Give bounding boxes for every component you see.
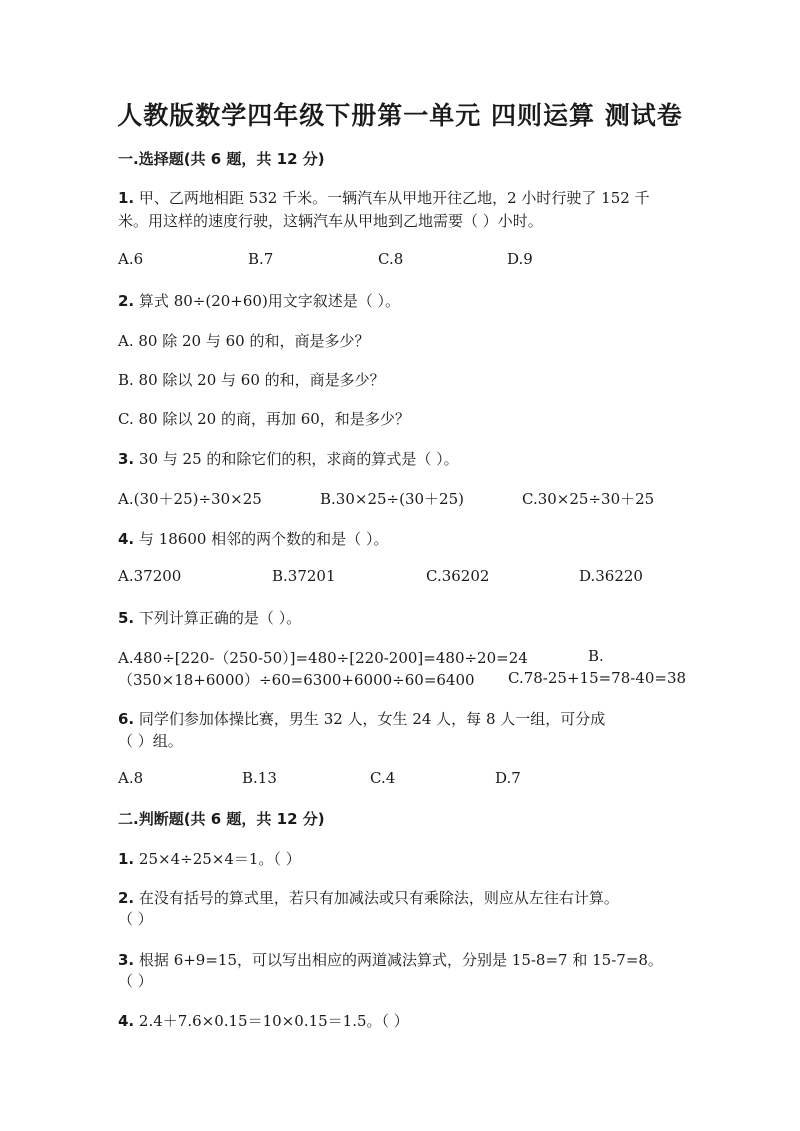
question-1 <box>118 187 650 208</box>
question-6-line2: （ ）组。 <box>118 732 183 750</box>
option-c: C.78-25+15=78-40=38 <box>508 669 687 687</box>
question-text: 下列计算正确的是（ ）。 <box>138 609 302 627</box>
question-number: 1. <box>118 189 135 207</box>
option-c: C.36202 <box>426 567 490 585</box>
option-c: C. 80 除以 20 的商，再加 60，和是多少？ <box>118 410 410 428</box>
question-text: 30 与 25 的和除它们的积，求商的算式是（ ）。 <box>138 450 459 468</box>
option-b: B.37201 <box>272 567 336 585</box>
option-a: A.(30＋25)÷30×25 <box>118 490 262 508</box>
option-c: C.8 <box>378 250 404 268</box>
section-heading-choice: 一.选择题(共 6 题，共 12 分) <box>118 150 325 168</box>
question-number: 5. <box>118 609 135 627</box>
option-b: B. 80 除以 20 与 60 的和，商是多少？ <box>118 371 385 389</box>
option-b: （350×18+6000）÷60=6300+6000÷60=6400 <box>118 671 475 689</box>
page-title: 人教版数学四年级下册第一单元 四则运算 测试卷 <box>117 101 683 130</box>
option-d: D.9 <box>507 250 533 268</box>
option-b: B.30×25÷(30＋25) <box>320 490 464 508</box>
question-number: 2. <box>118 889 135 907</box>
question-number: 3. <box>118 951 135 969</box>
question-number: 2. <box>118 292 135 310</box>
option-a: A.480÷[220-（250-50）]=480÷[220-200]=480÷20=24 <box>118 649 528 667</box>
question-5 <box>118 607 301 628</box>
judgement-3 <box>118 949 663 970</box>
question-number: 1. <box>118 850 135 868</box>
question-text: 2.4＋7.6×0.15＝10×0.15＝1.5。（ ） <box>138 1012 409 1030</box>
question-text: 与 18600 相邻的两个数的和是（ ）。 <box>138 530 389 548</box>
option-c: C.4 <box>370 769 396 787</box>
judgement-2 <box>118 887 619 908</box>
option-d: D.7 <box>495 769 521 787</box>
question-number: 6. <box>118 710 135 728</box>
question-6 <box>118 708 605 729</box>
question-3 <box>118 448 459 469</box>
question-text: 同学们参加体操比赛，男生 32 人，女生 24 人，每 8 人一组，可分成 <box>138 710 606 728</box>
question-1-line2: 米。用这样的速度行驶，这辆汽车从甲地到乙地需要（ ）小时。 <box>118 212 543 230</box>
question-2 <box>118 290 400 311</box>
question-number: 3. <box>118 450 135 468</box>
judgement-1 <box>118 848 301 869</box>
question-number: 4. <box>118 530 135 548</box>
option-a: A.6 <box>118 250 144 268</box>
question-text: 甲、乙两地相距 532 千米。一辆汽车从甲地开往乙地，2 小时行驶了 152 千 <box>138 189 650 207</box>
option-a: A.8 <box>118 769 144 787</box>
option-c: C.30×25÷30＋25 <box>522 490 655 508</box>
question-text: 25×4÷25×4＝1。（ ） <box>138 850 301 868</box>
judgement-3-line2: （ ） <box>118 972 153 990</box>
option-d: D.36220 <box>579 567 643 585</box>
judgement-2-line2: （ ） <box>118 910 153 928</box>
question-text: 算式 80÷(20+60)用文字叙述是（ ）。 <box>138 292 401 310</box>
judgement-4 <box>118 1010 409 1031</box>
section-heading-judgement: 二.判断题(共 6 题，共 12 分) <box>118 810 325 828</box>
question-4 <box>118 528 388 549</box>
option-a: A.37200 <box>118 567 182 585</box>
option-b-label: B. <box>588 647 604 665</box>
option-b: B.7 <box>248 250 274 268</box>
question-text: 根据 6+9=15，可以写出相应的两道减法算式，分别是 15-8=7 和 15-7=8。 <box>138 951 663 969</box>
option-b: B.13 <box>242 769 277 787</box>
question-number: 4. <box>118 1012 135 1030</box>
option-a: A. 80 除 20 与 60 的和，商是多少？ <box>118 332 370 350</box>
question-text: 在没有括号的算式里，若只有加减法或只有乘除法，则应从左往右计算。 <box>138 889 619 907</box>
